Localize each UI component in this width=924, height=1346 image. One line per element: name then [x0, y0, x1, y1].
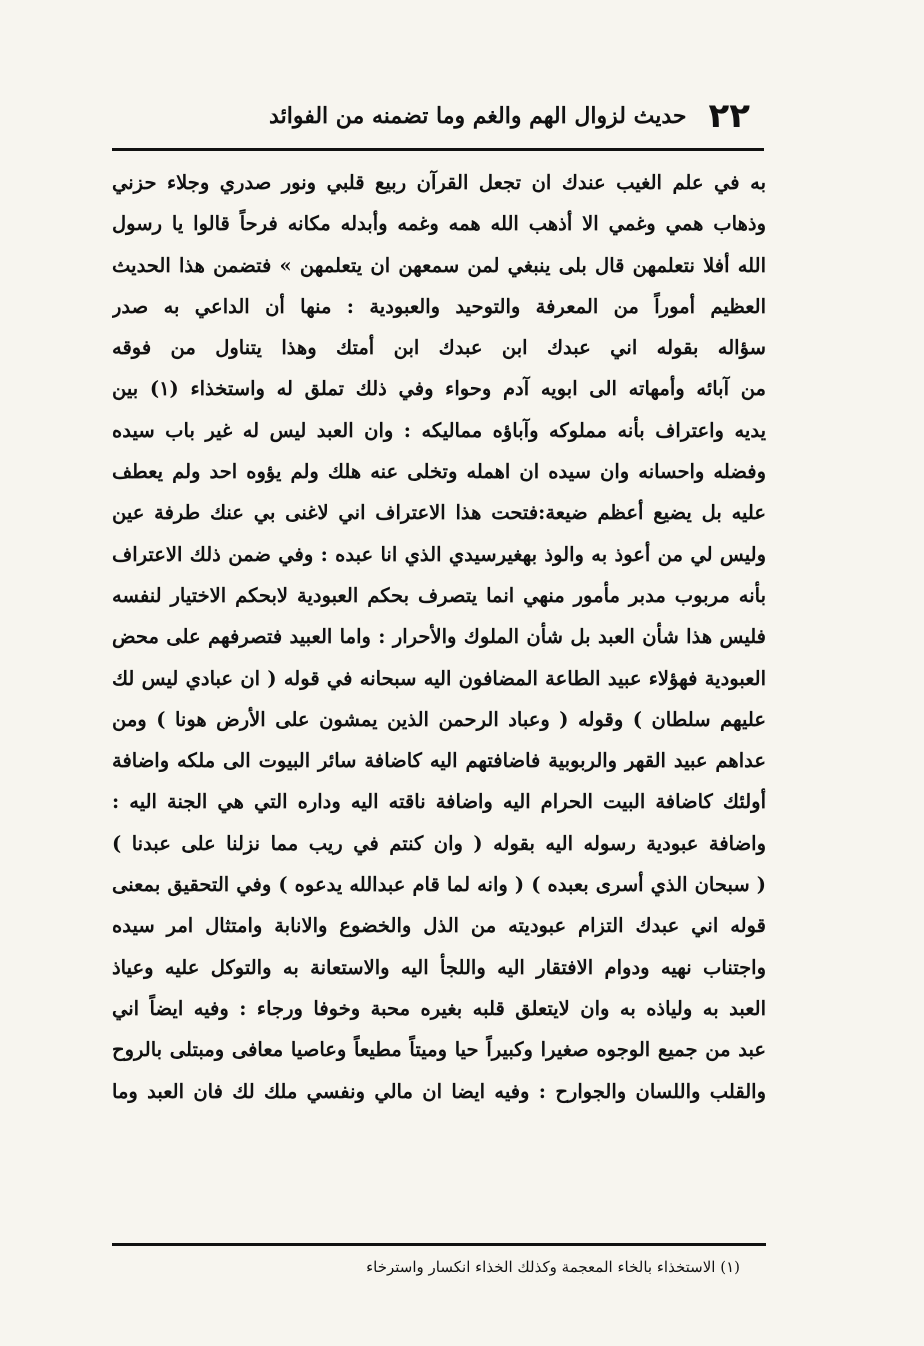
text-line: أولئك كاضافة البيت الحرام اليه واضافة ناقته اليه وداره التي هي الجنة اليه : [112, 790, 766, 814]
text-line: عداهم عبيد القهر والربوبية فاضافتهم اليه كاضافة سائر البيوت الى ملكه واضافة [112, 749, 766, 773]
text-line: من آبائه وأمهاته الى ابويه آدم وحواء وفي ذلك تملق له واستخذاء (١) بين [112, 377, 766, 401]
footnote-rule [112, 1243, 766, 1246]
text-line: العظيم أموراً من المعرفة والتوحيد والعبودية : منها أن الداعي به صدر [112, 294, 766, 318]
text-line: قوله اني عبدك التزام عبوديته من الذل والخضوع والانابة وامتثال امر سيده [112, 914, 766, 938]
page-header [250, 92, 750, 140]
text-line: وذهاب همي وغمي الا أذهب الله همه وغمه وأبدله مكانه فرحاً قالوا يا رسول [112, 212, 766, 236]
text-line: عليه بل يضيع أعظم ضيعة:فتحت هذا الاعتراف اني لاغنى بي عنك طرفة عين [112, 501, 766, 525]
text-line: بأنه مربوب مدبر مأمور منهي انما يتصرف بحكم العبودية لابحكم الاختيار لنفسه [112, 583, 766, 607]
text-line: يديه واعتراف بأنه مملوكه وآباؤه مماليكه : وان العبد ليس له غير باب سيده [112, 418, 766, 442]
text-line: واضافة عبودية رسوله اليه بقوله ( وان كنتم في ريب مما نزلنا على عبدنا ) [112, 831, 766, 855]
text-line: عليهم سلطان ) وقوله ( وعباد الرحمن الذين يمشون على الأرض هونا ) ومن [112, 707, 766, 731]
text-line: عبد من جميع الوجوه صغيرا وكبيراً حيا وميتاً مطيعاً وعاصيا معافى ومبتلى بالروح [112, 1038, 766, 1062]
text-line: واجتناب نهيه ودوام الافتقار اليه واللجأ اليه والاستعانة به والتوكل عليه وعياذ [112, 955, 766, 979]
running-title: حديث لزوال الهم والغم وما تضمنه من الفوائد [269, 103, 687, 129]
text-line: به في علم الغيب عندك ان تجعل القرآن ربيع قلبي ونور صدري وجلاء حزني [112, 171, 766, 194]
text-line: فليس هذا شأن العبد بل شأن الملوك والأحرار : واما العبيد فتصرفهم على محض [112, 625, 766, 649]
footnote: (١) الاستخذاء بالخاء المعجمة وكذلك الخذاء انكسار واسترخاء [366, 1258, 740, 1276]
text-line: وفضله واحسانه وان سيده ان اهمله وتخلى عنه هلك ولم يؤوه احد ولم يعطف [112, 460, 766, 484]
text-line: وليس لي من أعوذ به والوذ بهغيرسيدي الذي انا عبده : وفي ضمن ذلك الاعتراف [112, 542, 766, 566]
text-line: الله أفلا نتعلمهن قال بلى ينبغي لمن سمعهن ان يتعلمهن » فتضمن هذا الحديث [112, 253, 766, 277]
header-rule [112, 148, 764, 151]
text-line: ( سبحان الذي أسرى بعبده ) ( وانه لما قام عبدالله يدعوه ) وفي التحقيق بمعنى [112, 873, 766, 897]
page-number: ٢٢ [708, 96, 750, 136]
text-line: سؤاله بقوله اني عبدك ابن عبدك ابن أمتك وهذا يتناول من فوقه [112, 336, 766, 360]
body-text [112, 162, 766, 1112]
text-line: العبودية فهؤلاء عبيد الطاعة المضافون اليه سبحانه في قوله ( ان عبادي ليس لك [112, 666, 766, 690]
text-line: والقلب واللسان والجوارح : وفيه ايضا ان مالي ونفسي ملك لك فان العبد وما [112, 1079, 766, 1103]
text-line: العبد به ولياذه به وان لايتعلق قلبه بغيره محبة وخوفا ورجاء : وفيه ايضاً اني [112, 996, 766, 1020]
